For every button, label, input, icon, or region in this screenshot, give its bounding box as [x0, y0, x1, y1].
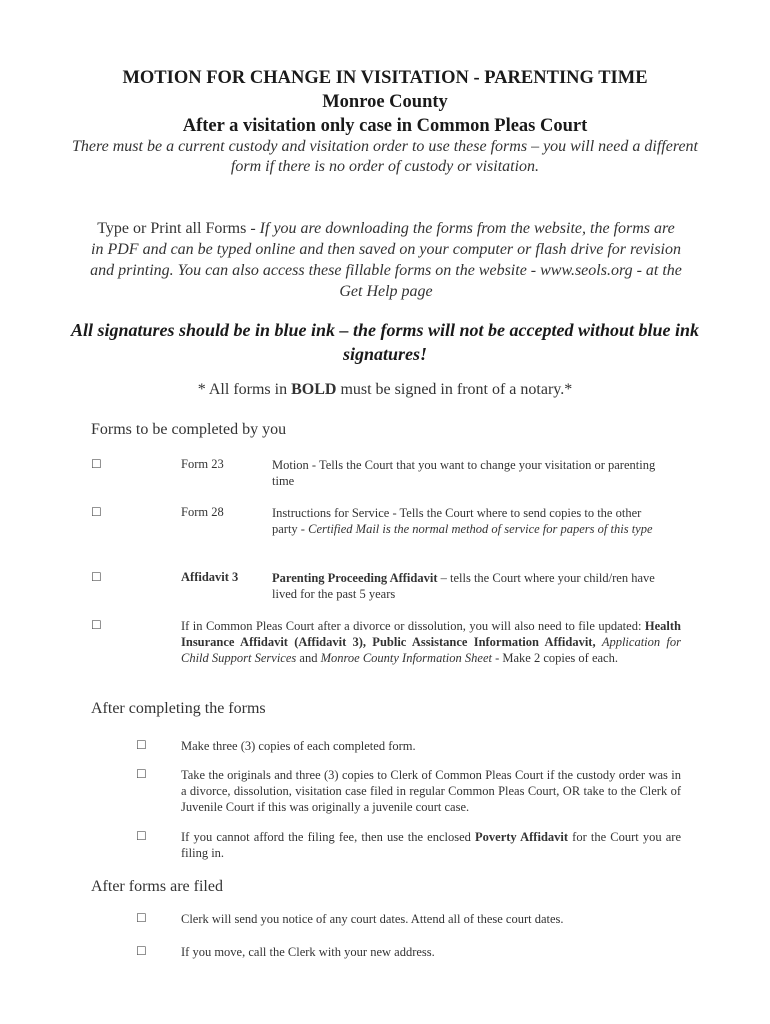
poverty-text-bold: Poverty Affidavit: [475, 830, 569, 844]
extra-forms-italic-1: Application for Child Support Services: [181, 635, 681, 665]
form-23-number: Form 23: [181, 457, 224, 471]
common-pleas-extra-forms: [181, 618, 681, 666]
poverty-affidavit-text: [181, 829, 681, 861]
section-heading-after-filed: After forms are filed: [91, 878, 223, 895]
checkbox-new-address[interactable]: ☐: [136, 944, 147, 958]
poverty-text-pre: If you cannot afford the filing fee, then use the enclosed: [181, 830, 476, 844]
extra-forms-text-1: If in Common Pleas Court after a divorce or dissolution, you will also need to file updated:: [181, 619, 645, 633]
extra-forms-italic-2: Monroe County Information Sheet: [320, 651, 492, 665]
make-copies-text: Make three (3) copies of each completed form.: [181, 739, 416, 753]
extra-forms-bold: Health Insurance Affidavit (Affidavit 3), Public Assistance Information Affidavit,: [181, 619, 681, 649]
checkbox-take-originals[interactable]: ☐: [136, 767, 147, 781]
type-print-lead: Type or Print all Forms -: [97, 220, 260, 237]
affidavit-3-number: Affidavit 3: [181, 570, 239, 584]
form-28-number: Form 28: [181, 505, 224, 519]
checkbox-common-pleas-extra[interactable]: ☐: [91, 618, 102, 632]
form-23-description: Motion - Tells the Court that you want to change your visitation or parenting time: [272, 458, 656, 488]
new-address-text: If you move, call the Clerk with your new address.: [181, 945, 435, 959]
blue-ink-warning: All signatures should be in blue ink – the forms will not be accepted without blue ink signatures!: [70, 320, 700, 364]
form-28-desc-text: Instructions for Service - Tells the Court where to send copies to the other party -: [272, 506, 642, 536]
checkbox-court-dates[interactable]: ☐: [136, 911, 147, 925]
section-heading-after-completing: After completing the forms: [91, 700, 266, 717]
title-line-1: MOTION FOR CHANGE IN VISITATION - PARENTING TIME: [122, 68, 648, 88]
notary-note-pre: * All forms in: [197, 381, 292, 398]
notary-note-post: must be signed in front of a notary.*: [336, 381, 573, 398]
title-line-3: After a visitation only case in Common Pleas Court: [182, 116, 588, 136]
extra-forms-text-3: - Make 2 copies of each.: [491, 651, 618, 665]
checkbox-make-copies[interactable]: ☐: [136, 738, 147, 752]
notary-note: [0, 381, 770, 399]
poverty-text-post: for the Court you are filing in.: [181, 830, 681, 860]
take-originals-text: Take the originals and three (3) copies to Clerk of Common Pleas Court if the custody order was in a divorce, dissolution, visitation case filed in regular Common Pleas Court, OR take to the Clerk of Juvenile Court if this was originally a juvenile court case.: [181, 768, 681, 814]
form-28-description: [272, 505, 662, 537]
affidavit-3-desc-text: – tells the Court where your child/ren have lived for the past 5 years: [272, 571, 655, 601]
checkbox-poverty-affidavit[interactable]: ☐: [136, 829, 147, 843]
document-title: [0, 66, 770, 138]
requirement-note: There must be a current custody and visitation order to use these forms – you will need a different form if there is no order of custody or visitation.: [72, 138, 698, 175]
section-heading-forms: Forms to be completed by you: [91, 421, 287, 438]
type-print-detail: If you are downloading the forms from the website, the forms are in PDF and can be typed online and then saved on your computer or flash drive for revision and printing. You can also access these fillable forms on the website - www.seols.org - at the Get Help page: [90, 220, 682, 300]
notary-note-bold: BOLD: [291, 381, 337, 398]
court-dates-text: Clerk will send you notice of any court dates. Attend all of these court dates.: [181, 912, 564, 926]
type-print-instructions: [90, 218, 682, 302]
form-28-desc-italic: Certified Mail is the normal method of service for papers of this type: [308, 522, 653, 536]
checkbox-form-28[interactable]: ☐: [91, 505, 102, 519]
checkbox-form-23[interactable]: ☐: [91, 457, 102, 471]
extra-forms-text-2: and: [296, 651, 321, 665]
checkbox-affidavit-3[interactable]: ☐: [91, 570, 102, 584]
affidavit-3-description: [272, 570, 662, 602]
title-line-2: Monroe County: [322, 92, 448, 112]
affidavit-3-desc-bold: Parenting Proceeding Affidavit: [272, 571, 438, 585]
